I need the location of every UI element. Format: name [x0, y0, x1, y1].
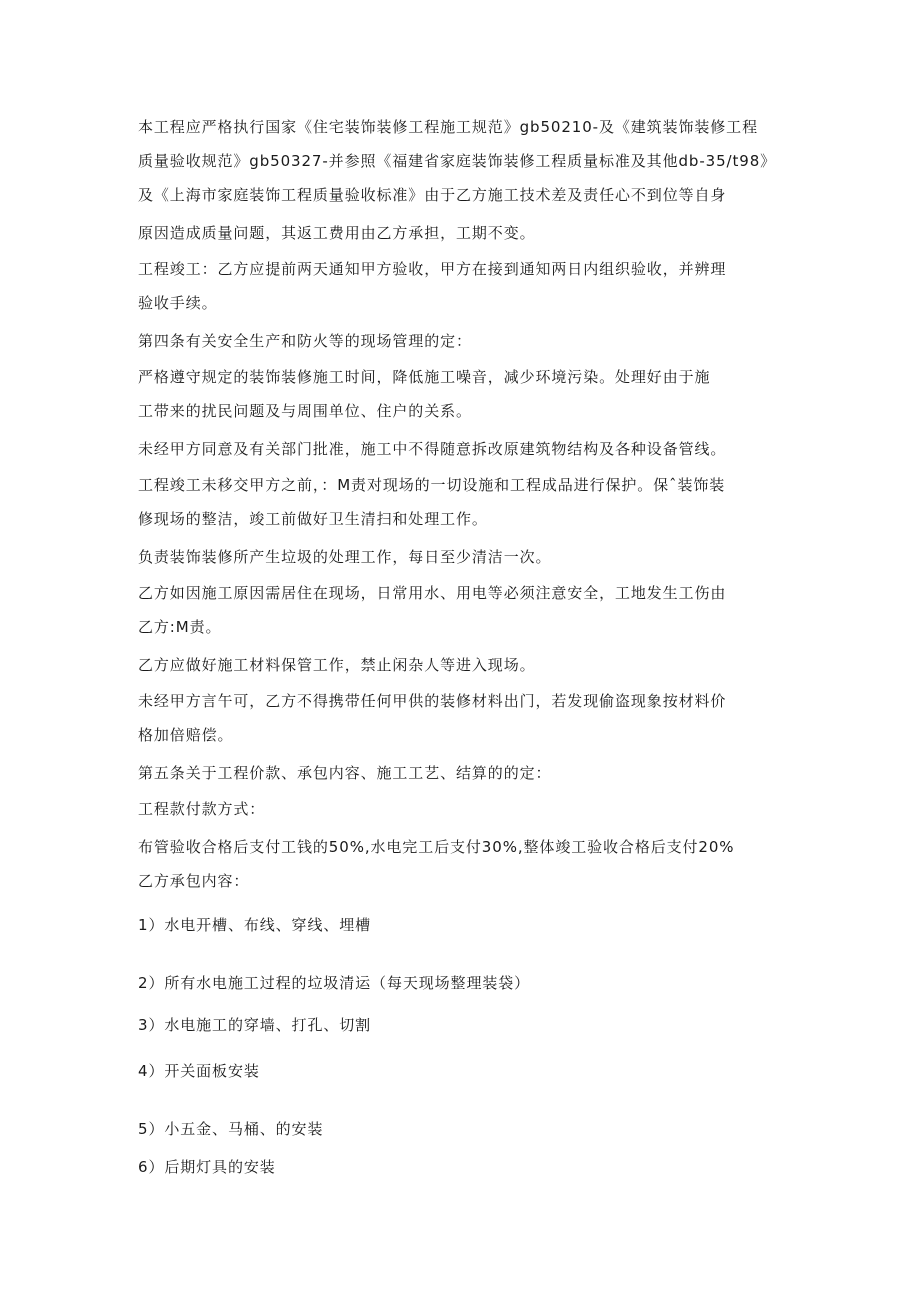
text-line-1: 本工程应严格执行国家《住宅装饰装修工程施工规范》gb50210-及《建筑装饰装修工程 — [138, 118, 758, 136]
text-line-14: 乙方如因施工原因需居住在现场，日常用水、用电等必须注意安全，工地发生工伤由 — [138, 584, 727, 602]
list-item-1: 1）水电开槽、布线、穿线、埋槽 — [138, 916, 372, 934]
text-line-12: 修现场的整洁，竣工前做好卫生清扫和处理工作。 — [138, 510, 488, 528]
text-line-17: 未经甲方言午可，乙方不得携带任何甲供的装修材料出门，若发现偷盗现象按材料价 — [138, 692, 727, 710]
text-line-5: 工程竣工：乙方应提前两天通知甲方验收，甲方在接到通知两日内组织验收，并辨理 — [138, 260, 727, 278]
text-line-15: 乙方:M责。 — [138, 618, 222, 636]
text-line-18: 格加倍赔偿。 — [138, 726, 234, 744]
list-item-6: 6）后期灯具的安装 — [138, 1158, 276, 1176]
text-line-13: 负责装饰装修所产生垃圾的处理工作，每日至少清洁一次。 — [138, 548, 552, 566]
list-item-4: 4）开关面板安装 — [138, 1062, 260, 1080]
section-heading-article-5: 第五条关于工程价款、承包内容、施工工艺、结算的的定： — [138, 764, 552, 782]
text-line-16: 乙方应做好施工材料保管工作，禁止闲杂人等进入现场。 — [138, 656, 536, 674]
text-line-4: 原因造成质量问题，其返工费用由乙方承担，工期不变。 — [138, 224, 536, 242]
text-line-6: 验收手续。 — [138, 294, 218, 312]
list-item-2: 2）所有水电施工过程的垃圾清运（每天现场整理装袋） — [138, 974, 531, 992]
text-line-8: 严格遵守规定的装饰装修施工时间，降低施工噪音，减少环境污染。处理好由于施 — [138, 368, 711, 386]
text-line-11: 工程竣工未移交甲方之前，：M责对现场的一切设施和工程成品进行保护。保ˆ装饰装 — [138, 476, 726, 494]
text-line-10: 未经甲方同意及有关部门批准，施工中不得随意拆改原建筑物结构及各种设备管线。 — [138, 440, 727, 458]
list-item-5: 5）小五金、马桶、的安装 — [138, 1120, 324, 1138]
payment-terms: 布管验收合格后支付工钱的50%,水电完工后支付30%,整体竣工验收合格后支付20% — [138, 838, 735, 856]
text-line-9: 工带来的扰民问题及与周围单位、住户的关系。 — [138, 402, 472, 420]
text-line-3: 及《上海市家庭装饰工程质量验收标准》由于乙方施工技术差及责任心不到位等自身 — [138, 186, 727, 204]
scope-heading: 乙方承包内容： — [138, 872, 250, 890]
section-heading-article-4: 第四条有关安全生产和防火等的现场管理的定： — [138, 332, 472, 350]
list-item-3: 3）水电施工的穿墙、打孔、切割 — [138, 1016, 372, 1034]
payment-method-heading: 工程款付款方式： — [138, 800, 266, 818]
text-line-2: 质量验收规范》gb50327-并参照《福建省家庭装饰装修工程质量标准及其他db-35/t98》 — [138, 152, 777, 170]
